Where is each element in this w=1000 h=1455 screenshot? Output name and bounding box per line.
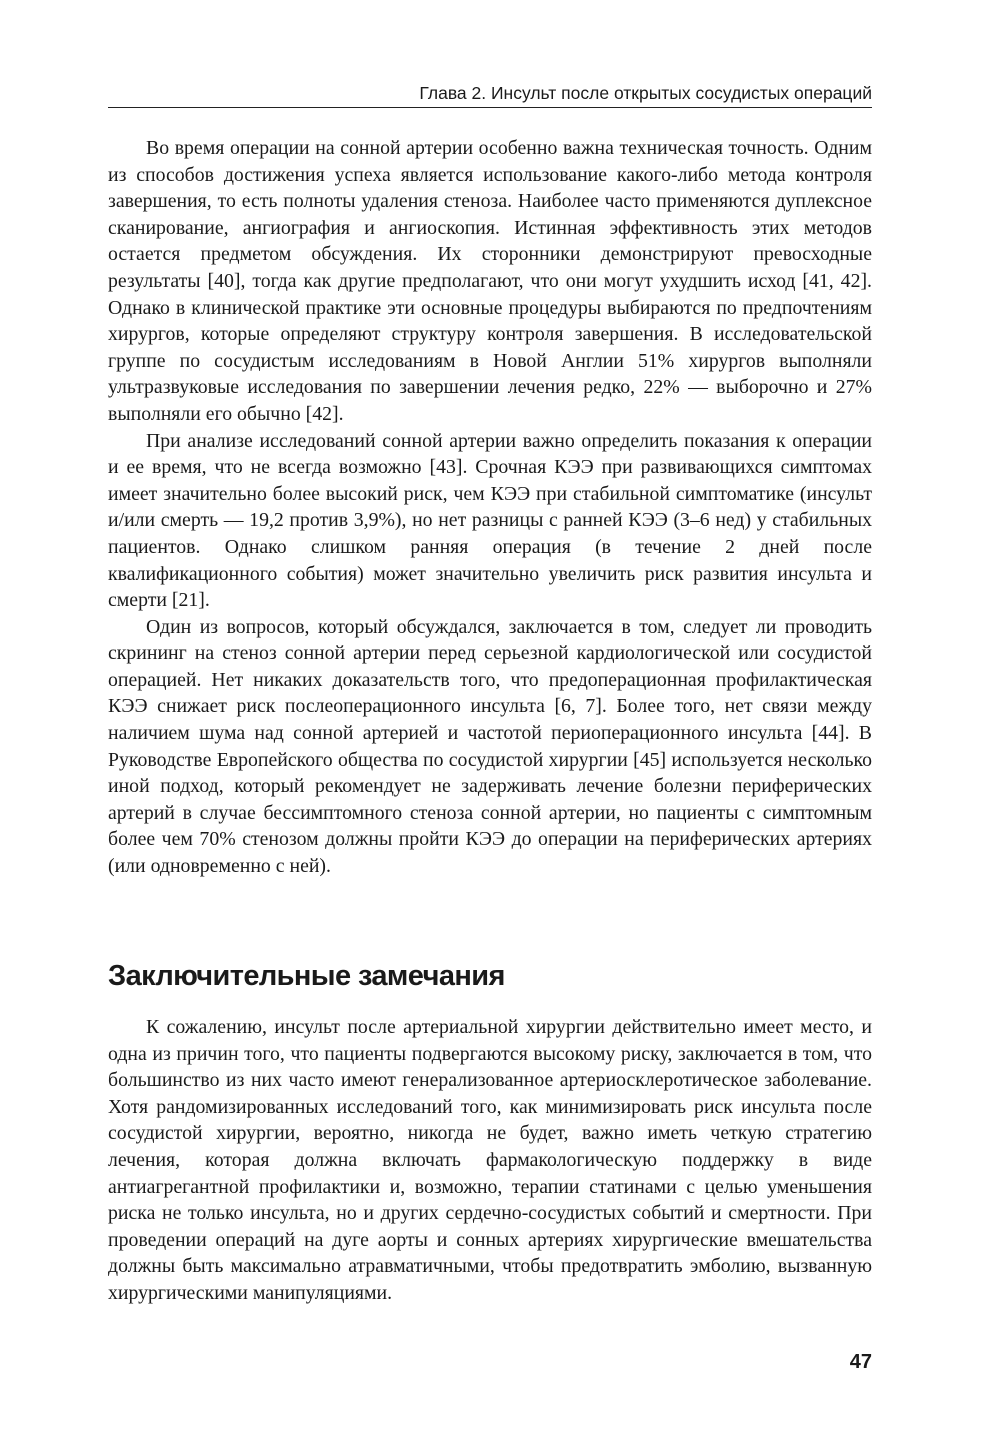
paragraph-conclusions: К сожалению, инсульт после артериальной хирургии действительно имеет место, и одна из причин того, что пациенты подвергаются высокому риску, заключается в том, что большинство из них часто имеют генерализованное артериосклеротическое заболевание. Хотя рандомизированных исследований того, как минимизировать риск инсульта после сосудистой хирургии, вероятно, никогда не будет, важно иметь четкую стратегию лечения, которая должна включать фармакологическую поддержку в виде антиагрегантной профилактики и, возможно, терапии статинами с целью уменьшения риска не только инсульта, но и других сердечно-сосудистых событий и смертности. При проведении операций на дуге аорты и сонных артериях хирургические вмешательства должны быть максимально атравматичными, чтобы предотвратить эмболию, вызванную хирургическими манипуляциями. (108, 1016, 872, 1304)
section-body-text (108, 1014, 872, 1307)
paragraph-timing-of-surgery: При анализе исследований сонной артерии важно определить показания к операции и ее время, что не всегда возможно [43]. Срочная КЭЭ при развивающихся симптомах имеет значительно более высокий риск, чем КЭЭ при стабильной симптоматике (инсульт и/или смерть — 19,2 против 3,9%), но нет разницы с ранней КЭЭ (3–6 нед) у стабильных пациентов. Однако слишком ранняя операция (в течение 2 дней после квалификационного события) может значительно увеличить риск развития инсульта и смерти [21]. (108, 429, 872, 612)
body-text (108, 135, 872, 880)
paragraph-completion-control: Во время операции на сонной артерии особенно важна техническая точность. Одним из способов достижения успеха является использование какого-либо метода контроля завершения, то есть полноты удаления стеноза. Наиболее часто применяются дуплексное сканирование, ангиография и ангиоскопия. Истинная эффективность этих методов остается предметом обсуждения. Их сторонники демонстрируют превосходные результаты [40], тогда как другие предполагают, что они могут ухудшить исход [41, 42]. Однако в клинической практике эти основные процедуры выбираются по предпочтениям хирургов, которые определяют структуру контроля завершения. В исследовательской группе по сосудистым исследованиям в Новой Англии 51% хирургов выполняли ультразвуковые исследования по завершении лечения редко, 22% — выборочно и 27% выполняли его обычно [42]. (108, 137, 872, 425)
page-number: 47 (849, 1351, 872, 1373)
section-heading: Заключительные замечания (108, 960, 505, 992)
header-rule (108, 107, 872, 108)
paragraph-screening: Один из вопросов, который обсуждался, заключается в том, следует ли проводить скрининг на стеноз сонной артерии перед серьезной кардиологической или сосудистой операцией. Нет никаких доказательств того, что предоперационная профилактическая КЭЭ снижает риск послеоперационного инсульта [6, 7]. Более того, нет связи между наличием шума над сонной артерией и частотой периоперационного инсульта [44]. В Руководстве Европейского общества по сосудистой хирургии [45] используется несколько иной подход, который рекомендует не задерживать лечение болезни периферических артерий в случае бессимптомного стеноза сонной артерии, но пациенты с симптомным более чем 70% стенозом должны пройти КЭЭ до операции на периферических артериях (или одновременно с ней). (108, 615, 872, 878)
running-header: Глава 2. Инсульт после открытых сосудистых операций (419, 83, 872, 103)
